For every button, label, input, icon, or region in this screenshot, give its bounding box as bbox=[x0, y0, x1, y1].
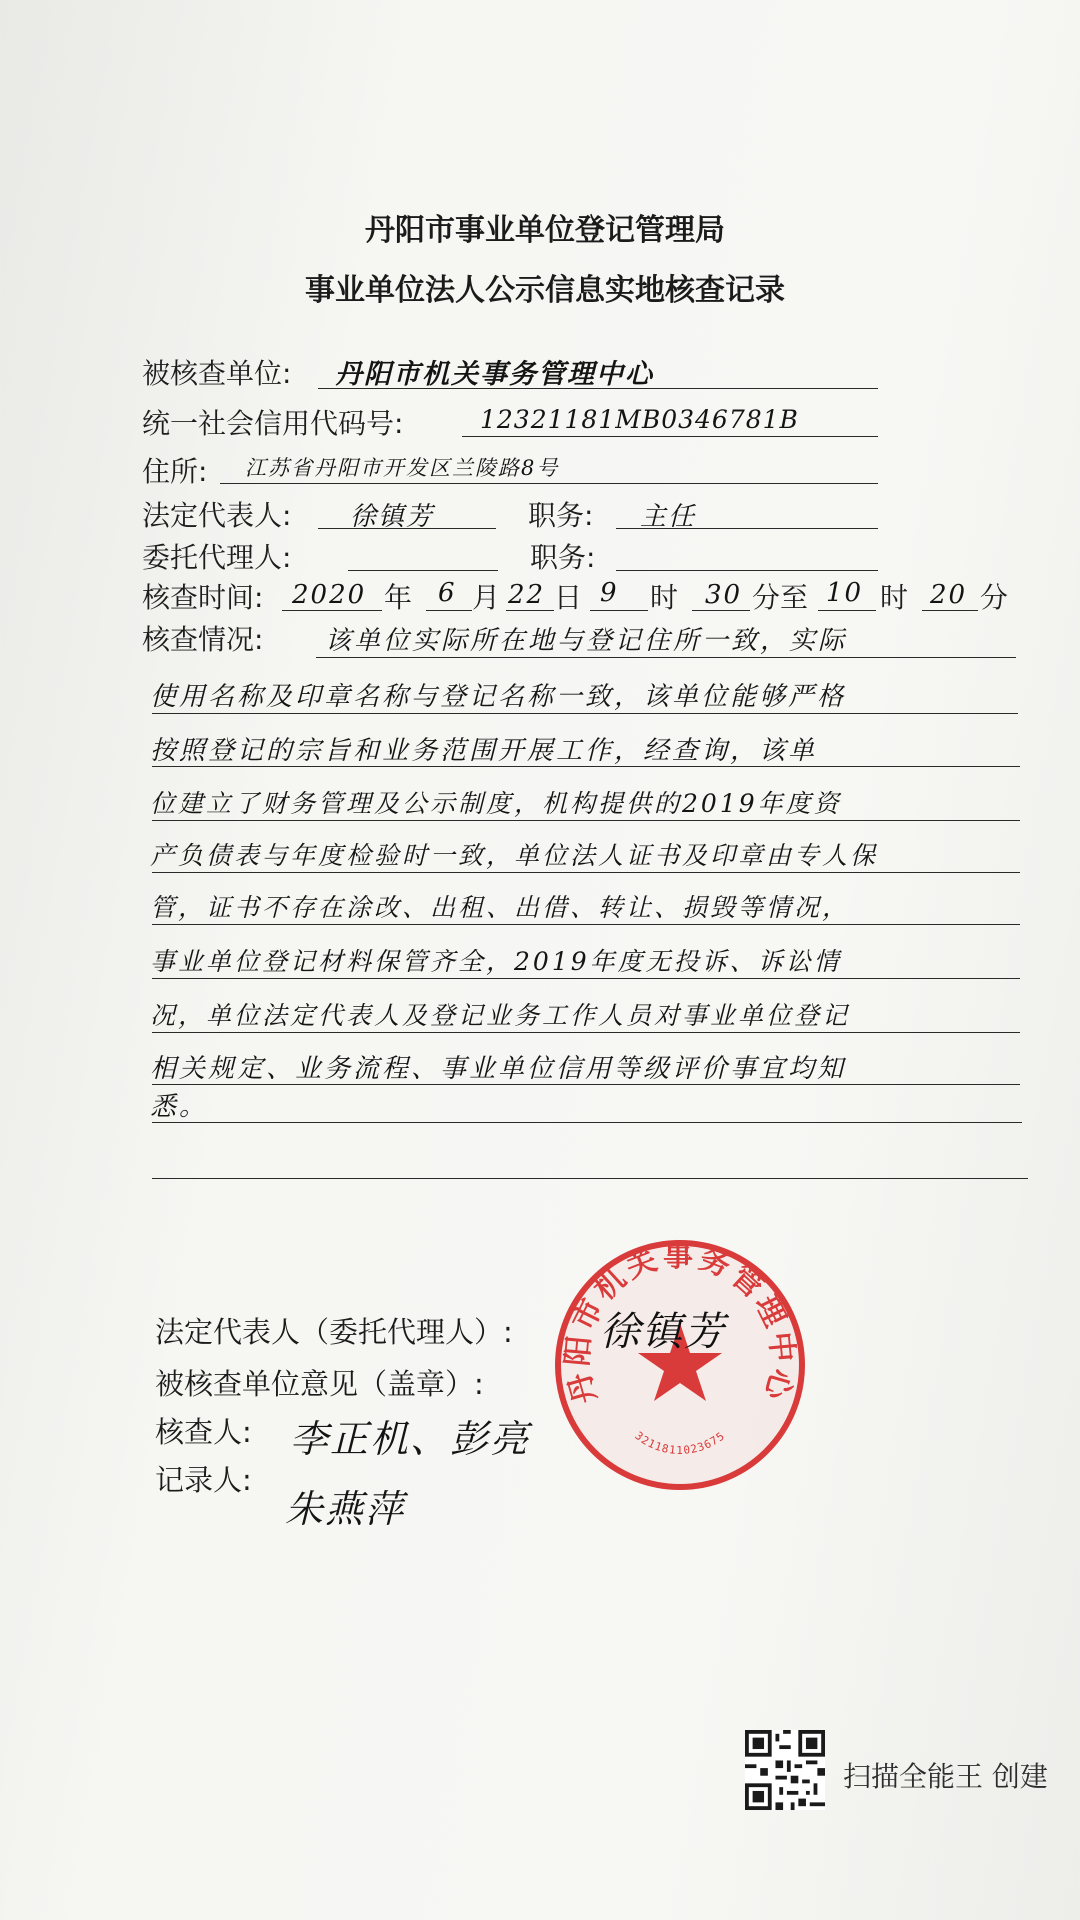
time-min1: 30 bbox=[705, 580, 743, 610]
time-month: 6 bbox=[438, 578, 457, 608]
legal-rep-label: 法定代表人: bbox=[142, 499, 292, 532]
finding-line: 按照登记的宗旨和业务范围开展工作，经查询，该单 bbox=[150, 736, 818, 766]
ruled-line bbox=[152, 820, 1020, 821]
agent-label: 委托代理人: bbox=[142, 541, 292, 574]
time-min2: 20 bbox=[930, 580, 968, 610]
credit-code-underline bbox=[462, 436, 878, 437]
time-year: 2020 bbox=[292, 580, 367, 610]
credit-code-value: 12321181MB0346781B bbox=[480, 405, 799, 434]
ruled-line bbox=[316, 657, 1016, 658]
ruled-line bbox=[152, 872, 1020, 873]
time-month-unit: 月 bbox=[472, 581, 501, 614]
time-year-unit: 年 bbox=[384, 581, 413, 614]
ruled-line bbox=[152, 978, 1020, 979]
agent-duty-label: 职务: bbox=[530, 541, 596, 574]
agent-duty-underline bbox=[616, 570, 878, 571]
inspect-status-label: 核查情况: bbox=[142, 623, 264, 656]
finding-line: 悉。 bbox=[150, 1092, 209, 1122]
unit-value: 丹阳市机关事务管理中心 bbox=[335, 359, 654, 390]
time-min1-underline bbox=[692, 610, 750, 611]
finding-line: 该单位实际所在地与登记住所一致，实际 bbox=[325, 626, 848, 656]
finding-line: 位建立了财务管理及公示制度，机构提供的2019年度资 bbox=[150, 789, 842, 818]
address-value: 江苏省丹阳市开发区兰陵路8号 bbox=[245, 456, 560, 480]
ruled-line bbox=[152, 713, 1018, 714]
seal-number: 3211811023675 bbox=[632, 1429, 728, 1457]
address-underline bbox=[220, 483, 878, 484]
time-day-underline bbox=[506, 610, 554, 611]
finding-line: 事业单位登记材料保管齐全，2019年度无投诉、诉讼情 bbox=[150, 947, 842, 976]
time-hour2-unit: 时 bbox=[880, 581, 909, 614]
credit-code-label: 统一社会信用代码号: bbox=[142, 407, 404, 440]
ruled-line bbox=[152, 1032, 1020, 1033]
ruled-line bbox=[152, 1122, 1022, 1123]
address-label: 住所: bbox=[142, 455, 208, 488]
unit-label: 被核查单位: bbox=[142, 357, 292, 390]
time-min2-unit: 分 bbox=[980, 581, 1009, 614]
time-hour2: 10 bbox=[826, 578, 864, 608]
finding-line: 使用名称及印章名称与登记名称一致，该单位能够严格 bbox=[150, 682, 847, 712]
inspect-time-label: 核查时间: bbox=[142, 581, 264, 614]
opinion-label: 被核查单位意见（盖章）: bbox=[155, 1367, 484, 1401]
qr-code-icon bbox=[745, 1730, 825, 1810]
legal-rep-duty-label: 职务: bbox=[528, 499, 594, 532]
document-subtitle: 事业单位法人公示信息实地核查记录 bbox=[305, 273, 785, 308]
time-hour2-underline bbox=[818, 610, 876, 611]
finding-line: 管，证书不存在涂改、出租、出借、转让、损毁等情况， bbox=[150, 893, 851, 922]
recorder-label: 记录人: bbox=[155, 1463, 252, 1497]
rep-signature: 徐镇芳 bbox=[600, 1309, 726, 1355]
legal-rep-duty-value: 主任 bbox=[640, 502, 697, 532]
time-year-underline bbox=[282, 610, 382, 611]
recorder-signature: 朱燕萍 bbox=[285, 1487, 406, 1531]
time-min2-underline bbox=[922, 610, 978, 611]
finding-line: 相关规定、业务流程、事业单位信用等级评价事宜均知 bbox=[150, 1054, 847, 1084]
finding-line: 产负债表与年度检验时一致，单位法人证书及印章由专人保 bbox=[150, 841, 879, 870]
time-hour1: 9 bbox=[600, 578, 619, 608]
legal-rep-value: 徐镇芳 bbox=[350, 502, 435, 532]
time-hour1-unit: 时 bbox=[650, 581, 679, 614]
inspector-label: 核查人: bbox=[155, 1415, 252, 1449]
seal-text: 丹阳市机关事务管理中心 bbox=[559, 1239, 801, 1408]
time-day-unit: 日 bbox=[554, 581, 583, 614]
time-day: 22 bbox=[508, 580, 546, 610]
time-month-underline bbox=[426, 610, 472, 611]
agent-underline bbox=[348, 570, 498, 571]
official-seal bbox=[550, 1235, 810, 1495]
ruled-line bbox=[152, 924, 1020, 925]
document-title: 丹阳市事业单位登记管理局 bbox=[365, 213, 725, 248]
time-hour1-underline bbox=[590, 610, 648, 611]
ruled-line bbox=[152, 1178, 1028, 1179]
finding-line: 况，单位法定代表人及登记业务工作人员对事业单位登记 bbox=[150, 1001, 851, 1030]
scanner-brand-label: 扫描全能王 创建 bbox=[843, 1760, 1048, 1793]
time-min1-unit: 分至 bbox=[752, 581, 809, 614]
inspector-signature: 李正机、彭亮 bbox=[290, 1417, 531, 1461]
rep-sign-label: 法定代表人（委托代理人）: bbox=[155, 1315, 513, 1349]
